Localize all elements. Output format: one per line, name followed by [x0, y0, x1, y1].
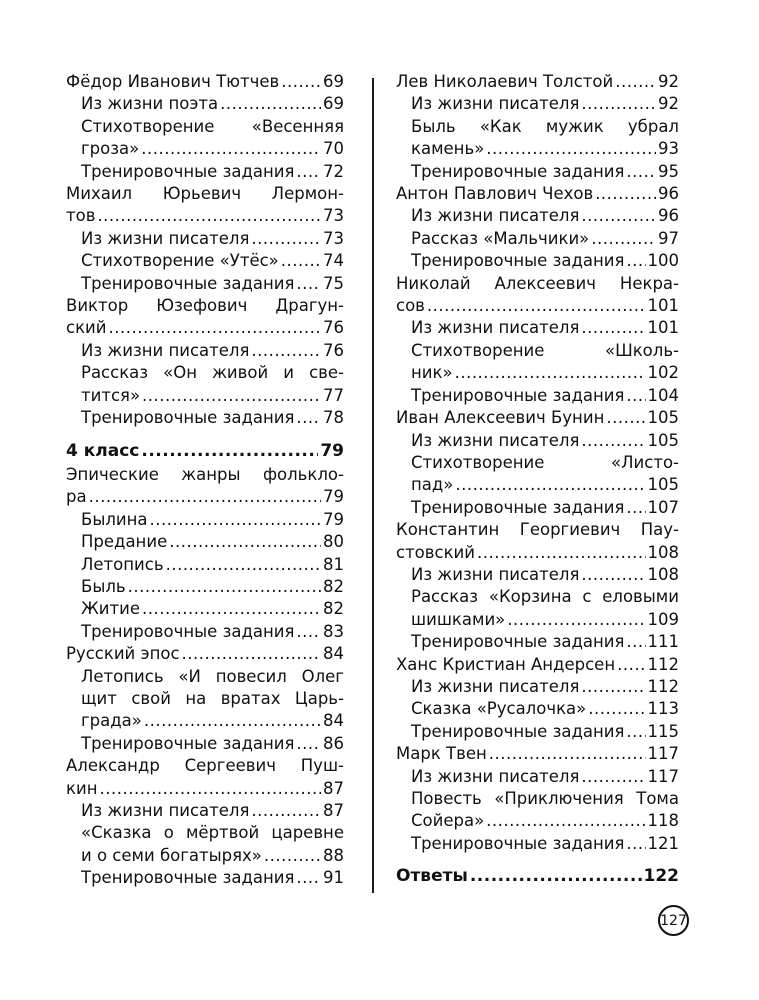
toc-entry-title: Сказка «Русалочка» [411, 699, 587, 719]
dot-leader [626, 721, 645, 743]
toc-entry-dragunsky-story [81, 362, 344, 407]
toc-entry-tyutchev-tasks [81, 161, 344, 183]
dot-leader [109, 317, 322, 339]
toc-entry-page: 76 [323, 340, 344, 360]
toc-entry-paustovsky-life [411, 564, 679, 586]
dot-leader [581, 430, 645, 452]
toc-entry-page: 121 [647, 833, 679, 853]
dot-leader [128, 576, 321, 598]
word: Михаил [66, 184, 133, 204]
toc-entry-title: Тренировочные задания [411, 251, 625, 271]
word: мёртвой [185, 823, 260, 843]
dot-leader [141, 440, 318, 462]
toc-right-column [396, 71, 679, 890]
word: «Как [479, 116, 522, 136]
word: Летопись [81, 666, 164, 686]
toc-entry-title: Ответы [396, 866, 468, 887]
dot-leader [251, 228, 321, 250]
toc-entry-chekhov-life [411, 205, 679, 227]
toc-entry-bunin-life [411, 430, 679, 452]
toc-entry-title: Из жизни писателя [411, 430, 580, 450]
word: вратах [220, 688, 281, 708]
word: Стихотворение [411, 340, 545, 360]
dot-leader [427, 295, 646, 317]
word: «Приключения [494, 789, 624, 808]
toc-entry-chekhov [396, 183, 679, 205]
toc-entry-title: шишками» [411, 609, 506, 629]
toc-entry-title: Рассказ «Мальчики» [411, 228, 590, 248]
toc-entry-page: 87 [323, 801, 344, 820]
dot-leader [626, 497, 645, 519]
word: о [163, 823, 174, 843]
dot-leader [595, 183, 656, 205]
word: жанры [181, 464, 241, 484]
word: щит [81, 688, 117, 708]
word: «Он [163, 363, 197, 383]
dot-leader [455, 474, 645, 496]
word: Стихотворение [81, 116, 215, 136]
toc-entry-pushkin [66, 755, 344, 800]
toc-entry-tyutchev-life [81, 93, 344, 115]
toc-entry-chekhov-story [411, 228, 679, 250]
word: «Весенняя [251, 116, 344, 136]
toc-entry-bunin [396, 407, 679, 429]
toc-entry-page: 74 [323, 251, 344, 271]
dot-leader [281, 71, 321, 93]
toc-entry-title: Тренировочные задания [81, 868, 295, 888]
dot-leader [169, 531, 321, 553]
dot-leader [166, 554, 321, 576]
toc-entry-page: 69 [323, 94, 344, 114]
toc-entry-page: 100 [647, 251, 679, 271]
toc-entry-tolstoy [396, 71, 679, 93]
dot-leader [581, 766, 645, 788]
toc-entry-title: Стихотворение «Утёс» [81, 251, 279, 271]
toc-entry-title: града» [81, 711, 142, 731]
toc-entry-page: 117 [647, 766, 679, 786]
toc-entry-title: Сойера» [411, 811, 485, 831]
toc-entry-title: Антон Павлович Чехов [396, 184, 594, 204]
toc-entry-title-line [66, 295, 344, 317]
toc-entry-tolstoy-life [411, 93, 679, 115]
toc-entry-page: 82 [323, 599, 344, 619]
toc-entry-folklore-tasks [81, 621, 344, 643]
toc-entry-twain-tasks [411, 833, 679, 855]
word: Виктор [66, 296, 129, 316]
toc-entry-title: Из жизни писателя [81, 228, 250, 248]
toc-entry-dragunsky-life [81, 340, 344, 362]
toc-entry-page: 87 [323, 778, 344, 798]
toc-entry-title: Летопись [81, 554, 164, 574]
toc-entry-nekrasov [396, 273, 679, 318]
toc-entry-title: Марк Твен [396, 744, 487, 764]
dot-leader [141, 138, 321, 160]
word: Повесть [411, 789, 482, 808]
toc-entry-pushkin-tasks [81, 867, 344, 889]
toc-entry-title: тов [66, 206, 96, 226]
toc-entry-nekrasov-life [411, 317, 679, 339]
toc-entry-page: 107 [647, 497, 679, 517]
word: Тома [636, 789, 679, 808]
dot-leader [296, 273, 321, 295]
toc-entry-chekhov-tasks [411, 250, 679, 272]
toc-entry-page: 82 [323, 576, 344, 596]
toc-entry-page: 92 [658, 72, 679, 91]
toc-entry-paustovsky-story [411, 586, 679, 631]
dot-leader [486, 810, 645, 832]
toc-entry-page: 81 [323, 554, 344, 574]
toc-entry-title: камень» [411, 139, 485, 159]
word: повесил [215, 666, 287, 686]
toc-entry-page: 108 [647, 564, 679, 584]
toc-entry-title-line [81, 116, 344, 138]
toc-entry-page: 79 [323, 509, 344, 529]
word: Рассказ [411, 587, 479, 607]
word: Рассказ [81, 363, 149, 383]
toc-entry-paustovsky [396, 519, 679, 564]
dot-leader [99, 778, 321, 800]
toc-entry-title: Тренировочные задания [411, 497, 625, 517]
toc-entry-page: 109 [647, 609, 679, 629]
toc-entry-page: 112 [647, 676, 679, 696]
toc-entry-dragunsky-tasks [81, 407, 344, 429]
dot-leader [626, 385, 645, 407]
toc-entry-title-line [81, 362, 344, 384]
dot-leader [626, 250, 645, 272]
toc-entry-page: 79 [320, 440, 344, 461]
word: убрал [627, 116, 679, 136]
toc-entry-zhitie [81, 598, 344, 620]
toc-entry-bylina [81, 509, 344, 531]
toc-entry-page: 97 [658, 228, 679, 248]
toc-entry-title: пад» [411, 475, 454, 495]
toc-entry-paustovsky-tasks [411, 631, 679, 653]
toc-entry-title: Былина [81, 509, 148, 529]
column-divider [372, 78, 374, 893]
toc-entry-title: тится» [81, 385, 141, 405]
toc-entry-page: 78 [323, 408, 344, 428]
toc-entry-title-line [81, 688, 344, 710]
toc-entry-page: 101 [647, 318, 679, 338]
toc-entry-title: Житие [81, 599, 140, 619]
dot-leader [296, 867, 321, 889]
toc-entry-title-line [66, 183, 344, 205]
toc-entry-title: Тренировочные задания [411, 721, 625, 741]
toc-entry-title: Тренировочные задания [81, 733, 295, 753]
dot-leader [89, 486, 321, 508]
dot-leader [296, 161, 321, 183]
toc-entry-page: 70 [323, 139, 344, 159]
toc-entry-title: Фёдор Иванович Тютчев [66, 72, 280, 91]
toc-entry-grade4 [66, 440, 344, 462]
dot-leader [150, 509, 321, 531]
toc-entry-tolstoy-byl [411, 116, 679, 161]
dot-leader [182, 643, 321, 665]
toc-entry-title: Из жизни писателя [411, 318, 580, 338]
dot-leader [264, 845, 321, 867]
toc-entry-page: 69 [323, 72, 344, 91]
toc-entry-title-line [411, 788, 679, 810]
toc-entry-page: 73 [323, 228, 344, 248]
toc-entry-page: 83 [323, 621, 344, 641]
dot-leader [97, 205, 321, 227]
word: Пуш- [300, 756, 344, 776]
word: Георгиевич [519, 520, 621, 540]
word: фолькло- [262, 464, 344, 484]
toc-entry-page: 76 [323, 318, 344, 338]
word: Сергеевич [184, 756, 276, 776]
dot-leader [296, 733, 321, 755]
dot-leader [507, 609, 645, 631]
dot-leader [486, 138, 656, 160]
toc-entry-dragunsky [66, 295, 344, 340]
toc-entry-title-line [411, 452, 679, 474]
word: Царь- [294, 688, 344, 708]
word: Стихотворение [411, 452, 545, 472]
word: Константин [396, 520, 500, 540]
toc-entry-andersen [396, 654, 679, 676]
dot-leader [591, 228, 656, 250]
toc-entry-title: Из жизни писателя [411, 766, 580, 786]
toc-entry-page: 88 [323, 845, 344, 865]
toc-entry-letopis [81, 554, 344, 576]
dot-leader [581, 676, 645, 698]
word: Александр [66, 756, 160, 776]
dot-leader [626, 161, 656, 183]
toc-entry-title-line [411, 586, 679, 608]
dot-leader [144, 710, 321, 732]
toc-entry-page: 122 [643, 866, 679, 887]
toc-entry-page: 96 [658, 184, 679, 204]
toc-entry-oleg [81, 666, 344, 733]
toc-entry-title: ник» [411, 363, 453, 383]
word: Лермон- [271, 184, 344, 204]
toc-entry-title: ский [66, 318, 107, 338]
toc-entry-page: 80 [323, 532, 344, 552]
dot-leader [220, 93, 321, 115]
toc-entry-title: Из жизни поэта [81, 94, 219, 114]
toc-entry-bunin-poem [411, 452, 679, 497]
dot-leader [617, 654, 645, 676]
toc-entry-title: Русский эпос [66, 644, 180, 664]
word: «Сказка [81, 823, 152, 843]
toc-entry-title: Тренировочные задания [81, 621, 295, 641]
word: Эпические [66, 464, 159, 484]
toc-entry-bunin-tasks [411, 497, 679, 519]
toc-entry-page: 93 [658, 139, 679, 159]
toc-entry-title: Тренировочные задания [411, 161, 625, 181]
word: Николай [396, 273, 471, 293]
toc-entry-page: 72 [323, 161, 344, 181]
toc-entry-russian-epos [66, 643, 344, 665]
toc-entry-title: кин [66, 778, 98, 798]
toc-entry-page: 102 [647, 363, 679, 383]
toc-entry-title-line [81, 666, 344, 688]
toc-entry-andersen-life [411, 676, 679, 698]
toc-entry-page: 95 [658, 161, 679, 181]
dot-leader [455, 362, 646, 384]
toc-entry-title-line [411, 116, 679, 138]
toc-entry-title: Ханс Кристиан Андерсен [396, 654, 616, 674]
toc-entry-title: Тренировочные задания [81, 161, 295, 181]
toc-entry-page: 84 [323, 711, 344, 731]
toc-entry-andersen-tale [411, 698, 679, 720]
toc-entry-pushkin-life [81, 800, 344, 822]
dot-leader [477, 542, 646, 564]
toc-entry-twain [396, 743, 679, 765]
dot-leader [296, 407, 321, 429]
toc-entry-tyutchev [66, 71, 344, 93]
toc-entry-title: Быль [81, 576, 126, 596]
toc-entry-page: 101 [647, 296, 679, 316]
word: Юрьевич [162, 184, 242, 204]
dot-leader [581, 205, 656, 227]
word: и [283, 363, 294, 383]
word: Некра- [619, 273, 679, 293]
toc-entry-page: 105 [647, 408, 679, 428]
toc-entry-title: Из жизни писателя [81, 801, 250, 820]
toc-entry-title: Тренировочные задания [81, 273, 295, 293]
toc-entry-page: 117 [647, 744, 679, 764]
toc-entry-title: Лев Николаевич Толстой [396, 72, 614, 91]
dot-leader [615, 71, 656, 93]
word: на [185, 688, 207, 708]
toc-entry-byl [81, 576, 344, 598]
toc-entry-page: 111 [647, 632, 679, 652]
toc-entry-page: 112 [647, 654, 679, 674]
dot-leader [581, 564, 645, 586]
dot-leader [470, 865, 642, 887]
toc-entry-title: Иван Алексеевич Бунин [396, 408, 605, 428]
word: Олег [301, 666, 344, 686]
dot-leader [606, 407, 645, 429]
toc-entry-title: Тренировочные задания [81, 408, 295, 428]
toc-entry-page: 92 [658, 94, 679, 114]
dot-leader [626, 833, 645, 855]
toc-entry-epic-genres [66, 464, 344, 509]
word: «И [178, 666, 201, 686]
toc-entry-page: 86 [323, 733, 344, 753]
dot-leader [581, 317, 645, 339]
toc-entry-page: 79 [323, 487, 344, 507]
toc-entry-title: Тренировочные задания [411, 833, 625, 853]
word: Пау- [640, 520, 679, 540]
toc-entry-page: 75 [323, 273, 344, 293]
dot-leader [142, 385, 321, 407]
toc-entry-andersen-tasks [411, 721, 679, 743]
toc-entry-title: 4 класс [66, 440, 140, 461]
word: Алексеевич [494, 273, 597, 293]
toc-left-column [66, 71, 344, 890]
dot-leader [281, 250, 321, 272]
toc-entry-pushkin-tale [81, 822, 344, 867]
word: «Корзина [488, 587, 572, 607]
toc-entry-nekrasov-poem [411, 340, 679, 385]
toc-entry-title-line [81, 822, 344, 844]
dot-leader [251, 800, 321, 822]
toc-entry-page: 118 [647, 811, 679, 831]
toc-entry-tyutchev-poem [81, 116, 344, 161]
toc-entry-lermontov-tasks [81, 273, 344, 295]
toc-entry-lermontov [66, 183, 344, 228]
dot-leader [489, 743, 646, 765]
toc-entry-title-line [396, 519, 679, 541]
dot-leader [142, 598, 321, 620]
toc-entry-page: 73 [323, 206, 344, 226]
toc-entry-page: 113 [647, 699, 679, 719]
toc-entry-title: ра [66, 487, 87, 507]
toc-entry-lermontov-life [81, 228, 344, 250]
toc-entry-twain-life [411, 766, 679, 788]
toc-entry-title: Из жизни писателя [411, 564, 580, 584]
toc-entry-title: Из жизни писателя [411, 676, 580, 696]
toc-entry-title: сов [396, 296, 425, 316]
toc-entry-page: 108 [647, 542, 679, 562]
toc-entry-page: 91 [323, 868, 344, 888]
dot-leader [296, 621, 321, 643]
toc-entry-page: 115 [647, 721, 679, 741]
toc-entry-title: и о семи богатырях» [81, 845, 262, 865]
toc-entry-answers [396, 865, 679, 887]
toc-entry-epos-tasks [81, 733, 344, 755]
word: Быль [411, 116, 456, 136]
toc-entry-tolstoy-tasks [411, 161, 679, 183]
toc-entry-page: 77 [323, 385, 344, 405]
toc-entry-page: 105 [647, 475, 679, 495]
dot-leader [588, 698, 645, 720]
toc-entry-title: стовский [396, 542, 475, 562]
word: живой [212, 363, 269, 383]
toc-entry-title-line [411, 340, 679, 362]
word: еловыми [602, 587, 679, 607]
word: мужик [545, 116, 604, 136]
toc-entry-title: Из жизни писателя [81, 340, 250, 360]
word: свой [131, 688, 171, 708]
toc-entry-predanie [81, 531, 344, 553]
dot-leader [581, 93, 656, 115]
toc-entry-page: 105 [647, 430, 679, 450]
toc-entry-lermontov-poem [81, 250, 344, 272]
toc-entry-page: 96 [658, 206, 679, 226]
toc-entry-title: Из жизни писателя [411, 206, 580, 226]
toc-entry-title: Тренировочные задания [411, 385, 625, 405]
toc-entry-title-line [66, 755, 344, 777]
page-number: 127 [658, 905, 689, 936]
dot-leader [251, 340, 321, 362]
toc-entry-twain-novel [411, 788, 679, 833]
dot-leader [626, 631, 645, 653]
toc-entry-nekrasov-tasks [411, 385, 679, 407]
word: «Школь- [604, 340, 679, 360]
word: с [582, 587, 592, 607]
toc-entry-title-line [66, 464, 344, 486]
toc-entry-page: 84 [323, 644, 344, 664]
toc-entry-page: 104 [647, 385, 679, 405]
toc-entry-title: гроза» [81, 139, 140, 159]
word: «Листо- [611, 452, 679, 472]
toc-entry-title: Тренировочные задания [411, 632, 625, 652]
word: Юзефович [156, 296, 248, 316]
toc-entry-title-line [396, 273, 679, 295]
word: све- [309, 363, 344, 383]
word: Драгун- [275, 296, 344, 316]
toc-entry-title: Предание [81, 532, 168, 552]
toc-entry-title: Из жизни писателя [411, 94, 580, 114]
word: царевне [271, 823, 344, 843]
